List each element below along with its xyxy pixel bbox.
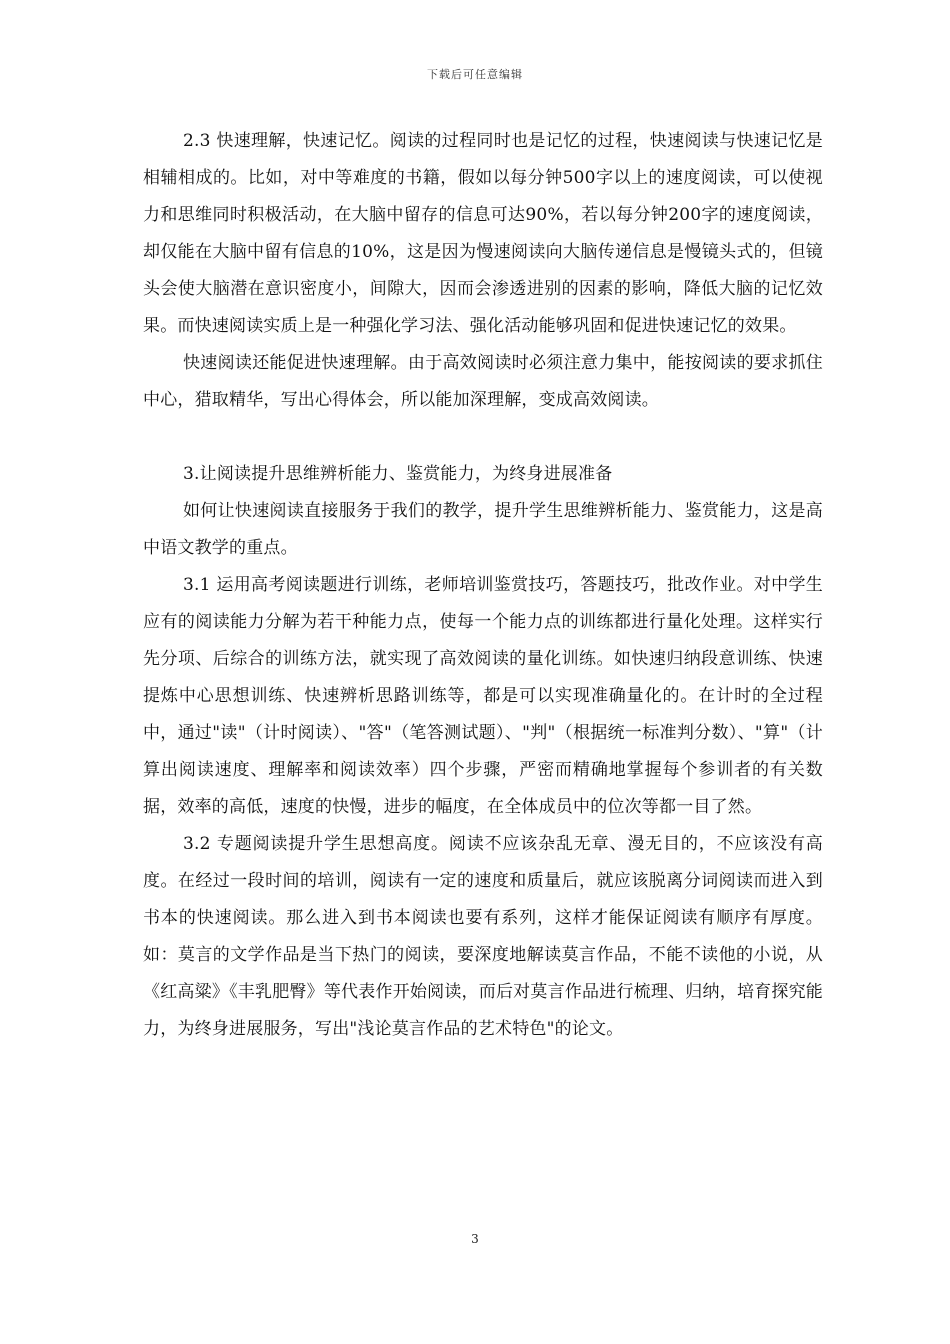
- section-heading-3: 3.让阅读提升思维辨析能力、鉴赏能力，为终身进展准备: [183, 464, 613, 484]
- page-header: 下载后可任意编辑: [427, 68, 523, 81]
- paragraph-3-1-exam-training: 3.1 运用高考阅读题进行训练，老师培训鉴赏技巧，答题技巧，批改作业。对中学生应有的阅读能力分解为若干种能力点，使每一个能力点的训练都进行量化处理。这样实行先分项、后综合的训练方法，就实现了高效阅读的量化训练。如快速归纳段意训练、快速提炼中心思想训练、快速辨析思路训练等，都是可以实现准确量化的。在计时的全过程中，通过"读"（计时阅读）、"答"（笔答测试题）、"判"（根据统一标准判分数）、"算"（计算出阅读速度、理解率和阅读效率）四个步骤，严密而精确地掌握每个参训者的有关数据，效率的高低，速度的快慢，进步的幅度，在全体成员中的位次等都一目了然。: [143, 575, 823, 817]
- document-body: [143, 123, 823, 1048]
- paragraph-section-3-intro: 如何让快速阅读直接服务于我们的教学，提升学生思维辨析能力、鉴赏能力，这是高中语文教学的重点。: [143, 501, 823, 558]
- paragraph-fast-understanding: 快速阅读还能促进快速理解。由于高效阅读时必须注意力集中，能按阅读的要求抓住中心，猎取精华，写出心得体会，所以能加深理解，变成高效阅读。: [143, 353, 823, 410]
- paragraph-2-3-fast-memory: 2.3 快速理解，快速记忆。阅读的过程同时也是记忆的过程，快速阅读与快速记忆是相辅相成的。比如，对中等难度的书籍，假如以每分钟500字以上的速度阅读，可以使视力和思维同时积极活动，在大脑中留存的信息可达90%，若以每分钟200字的速度阅读，却仅能在大脑中留有信息的10%，这是因为慢速阅读向大脑传递信息是慢镜头式的，但镜头会使大脑潜在意识密度小，间隙大，因而会渗透进别的因素的影响，降低大脑的记忆效果。而快速阅读实质上是一种强化学习法、强化活动能够巩固和促进快速记忆的效果。: [143, 131, 823, 336]
- paragraph-3-2-topic-reading: 3.2 专题阅读提升学生思想高度。阅读不应该杂乱无章、漫无目的，不应该没有高度。在经过一段时间的培训，阅读有一定的速度和质量后，就应该脱离分词阅读而进入到书本的快速阅读。那么进入到书本阅读也要有系列，这样才能保证阅读有顺序有厚度。如：莫言的文学作品是当下热门的阅读，要深度地解读莫言作品，不能不读他的小说，从《红高粱》《丰乳肥臀》等代表作开始阅读，而后对莫言作品进行梳理、归纳，培育探究能力，为终身进展服务，写出"浅论莫言作品的艺术特色"的论文。: [143, 834, 823, 1039]
- page-number: 3: [471, 1232, 479, 1246]
